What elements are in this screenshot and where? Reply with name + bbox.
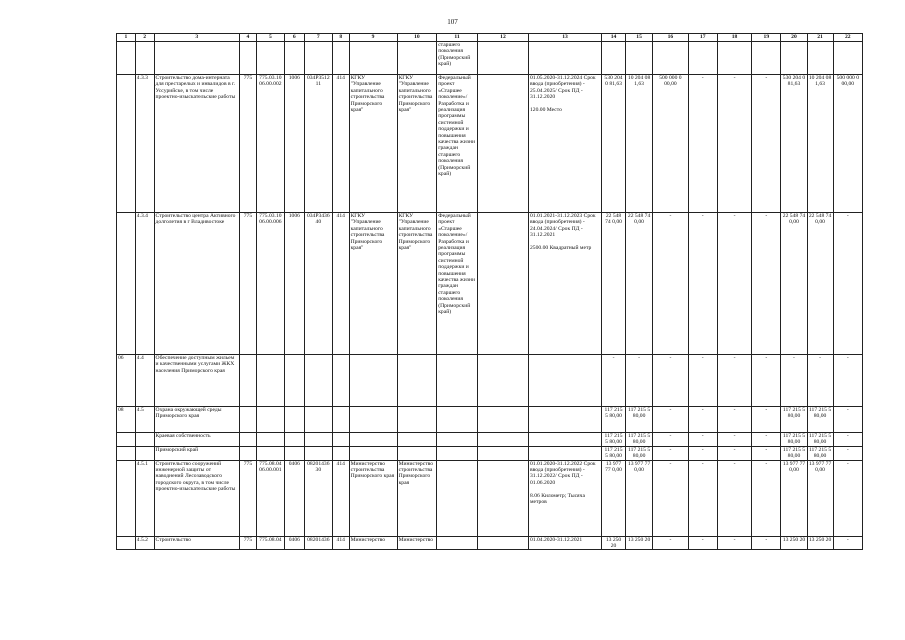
table-cell xyxy=(256,42,284,75)
column-number: 17 xyxy=(688,34,717,42)
table-cell xyxy=(529,446,602,460)
column-number: 4 xyxy=(240,34,257,42)
table-cell xyxy=(240,355,257,407)
table-cell: - xyxy=(717,446,751,460)
table-cell: - xyxy=(653,355,688,407)
table-cell xyxy=(304,42,332,75)
table-cell: 01.01.2020-31.12.2022 Срок ввода (приобретения) - 31.12.2022/ Срок ПД - 01.06.2020 8.06 Километр; Тысяча метров xyxy=(529,460,602,536)
column-number: 15 xyxy=(626,34,653,42)
table-cell: - xyxy=(653,460,688,536)
table-cell: 4.5.1 xyxy=(135,460,154,536)
table-cell xyxy=(135,446,154,460)
table-cell: 500 000 0 00,00 xyxy=(653,75,688,213)
column-number: 8 xyxy=(332,34,349,42)
table-cell: 13 977 77 0,00 xyxy=(781,460,807,536)
table-cell: 22 548 74 0,00 xyxy=(602,213,626,355)
table-cell: Приморский край xyxy=(154,446,240,460)
table-cell: - xyxy=(688,407,717,433)
table-cell: 13 977 77 0,00 xyxy=(807,460,833,536)
table-cell: 117 215 5 80,00 xyxy=(602,407,626,433)
table-cell xyxy=(807,42,833,75)
table-cell: 22 548 74 0,00 xyxy=(807,213,833,355)
table-cell: - xyxy=(833,407,862,433)
column-number: 2 xyxy=(135,34,154,42)
column-number: 16 xyxy=(653,34,688,42)
table-cell xyxy=(437,407,478,433)
table-cell: - xyxy=(717,213,751,355)
table-cell: 414 xyxy=(332,213,349,355)
table-cell: - xyxy=(752,407,781,433)
table-cell xyxy=(284,446,304,460)
table-cell: - xyxy=(717,355,751,407)
table-cell xyxy=(437,446,478,460)
column-number: 1 xyxy=(117,34,136,42)
table-cell xyxy=(349,446,397,460)
table-cell xyxy=(135,42,154,75)
table-cell: 117 215 5 80,00 xyxy=(626,433,653,447)
column-number: 13 xyxy=(529,34,602,42)
column-number: 9 xyxy=(349,34,397,42)
table-cell xyxy=(240,407,257,433)
table-cell: 10 204 08 1,63 xyxy=(807,75,833,213)
table-cell: 01.01.2021-31.12.2023 Срок ввода (приобретения) - 24.04.2024/ Срок ПД - 31.12.2021 2500.00 Квадратный метр xyxy=(529,213,602,355)
table-cell: - xyxy=(833,446,862,460)
table-row xyxy=(117,433,863,447)
table-cell xyxy=(349,433,397,447)
table-cell xyxy=(332,42,349,75)
table-cell xyxy=(304,355,332,407)
column-number: 7 xyxy=(304,34,332,42)
table-cell xyxy=(304,407,332,433)
table-cell xyxy=(529,433,602,447)
table-cell: - xyxy=(653,213,688,355)
table-cell: 034P3436 40 xyxy=(304,213,332,355)
table-cell xyxy=(284,42,304,75)
table-cell: - xyxy=(807,355,833,407)
table-cell: - xyxy=(688,446,717,460)
table-cell: 1006 xyxy=(284,75,304,213)
table-cell: 1006 xyxy=(284,213,304,355)
table-cell: Строительство центра Активного долголетия в г Владивостоке xyxy=(154,213,240,355)
table-cell: 22 548 74 0,00 xyxy=(626,213,653,355)
table-cell: 13 250 20 xyxy=(602,536,626,550)
table-cell: 117 215 5 80,00 xyxy=(782,446,806,460)
table-cell xyxy=(717,42,751,75)
column-number: 12 xyxy=(477,34,528,42)
table-cell xyxy=(117,433,136,447)
table-cell: 08 xyxy=(117,407,136,433)
table-cell: 775.08.04 xyxy=(256,536,284,550)
table-cell: - xyxy=(752,75,781,213)
table-cell: 13 250 20 xyxy=(781,536,807,550)
table-cell xyxy=(240,42,257,75)
table-cell: - xyxy=(688,536,717,550)
table-cell: - xyxy=(752,213,781,355)
column-number: 5 xyxy=(256,34,284,42)
table-cell xyxy=(349,407,397,433)
table-cell: 13 250 20 xyxy=(807,536,833,550)
table-cell: - xyxy=(717,460,751,536)
table-cell: - xyxy=(717,536,751,550)
column-number: 10 xyxy=(397,34,437,42)
table-cell xyxy=(349,355,397,407)
table-cell xyxy=(304,433,332,447)
table-cell: старшего поколения (Приморский край) xyxy=(437,42,478,75)
table-cell: - xyxy=(653,407,688,433)
table-cell xyxy=(117,42,136,75)
table-cell: 117 215 5 80,00 xyxy=(807,407,833,433)
table-cell: - xyxy=(752,433,781,447)
table-cell: КГКУ "Управление капитального строительства Приморского края" xyxy=(349,213,397,355)
table-cell xyxy=(529,407,602,433)
table-cell xyxy=(833,42,862,75)
table-cell: 775 xyxy=(240,213,257,355)
table-cell xyxy=(397,355,437,407)
table-cell: 08201436 xyxy=(304,536,332,550)
table-cell xyxy=(477,42,528,75)
table-cell: 775 xyxy=(240,460,257,536)
table-cell xyxy=(477,75,528,213)
table-cell xyxy=(602,42,626,75)
table-cell: Министерство xyxy=(397,536,437,550)
table-cell: - xyxy=(717,433,751,447)
table-cell: 117 215 5 80,00 xyxy=(626,446,653,460)
table-cell: Федеральный проект «Старшее поколение»/Разработка и реализация программы системной поддержки и повышения качества жизни граждан старшего поколения (Приморский край) xyxy=(437,75,478,213)
table-cell: - xyxy=(653,536,688,550)
table-cell xyxy=(117,460,136,536)
table-cell xyxy=(477,355,528,407)
table-cell xyxy=(240,433,257,447)
table-cell: - xyxy=(833,460,862,536)
table-cell: 775.03.10 06.00.006 xyxy=(256,213,284,355)
page-number: 107 xyxy=(447,18,458,26)
table-row xyxy=(117,42,863,75)
table-cell: 08201436 30 xyxy=(304,460,332,536)
table-cell: 530 204 0 81,63 xyxy=(781,75,807,213)
table-cell: Обеспечение доступным жильем и качественными услугами ЖКХ населения Приморского края xyxy=(154,355,240,407)
table-cell xyxy=(332,433,349,447)
table-cell xyxy=(117,213,136,355)
table-cell xyxy=(256,433,284,447)
table-row xyxy=(117,446,863,460)
table-cell: - xyxy=(688,213,717,355)
table-cell: 117 215 5 80,00 xyxy=(781,407,807,433)
table-cell xyxy=(477,407,528,433)
table-cell: 034P3512 11 xyxy=(304,75,332,213)
table-cell xyxy=(437,355,478,407)
table-cell: - xyxy=(688,460,717,536)
table-cell: Министерство xyxy=(349,536,397,550)
table-cell xyxy=(477,213,528,355)
table-cell: Охрана окружающей среды Приморского края xyxy=(154,407,240,433)
table-cell xyxy=(332,355,349,407)
table-cell xyxy=(477,446,528,460)
table-cell: 0406 xyxy=(284,460,304,536)
table-cell: 13 977 77 0,00 xyxy=(626,460,653,536)
table-cell xyxy=(135,433,154,447)
table-cell: 06 xyxy=(117,355,136,407)
table-cell xyxy=(653,42,688,75)
table-cell: 775.08.04 06.00.001 xyxy=(256,460,284,536)
table-cell: - xyxy=(626,355,653,407)
table-cell: 4.5 xyxy=(135,407,154,433)
column-number: 19 xyxy=(752,34,781,42)
table-cell xyxy=(256,446,284,460)
table-cell: Строительство дома-интерната для престарелых и инвалидов в г. Уссурийске, в том числе проектно-изыскательские работы xyxy=(154,75,240,213)
table-cell xyxy=(529,355,602,407)
table-cell: 530 204 0 81,63 xyxy=(602,75,626,213)
table-cell: Строительство сооружений инженерной защиты от наводнений Лесозаводского городского округа, в том числе проектно-изыскательские работы xyxy=(154,460,240,536)
table-cell: 500 000 0 00,00 xyxy=(833,75,862,213)
table-cell: Строительство xyxy=(154,536,240,550)
table-cell: Краевая собственность xyxy=(154,433,240,447)
table-cell: - xyxy=(833,433,862,447)
table-cell: 13 250 20 xyxy=(626,536,653,550)
table-cell: - xyxy=(602,355,626,407)
table-cell xyxy=(397,446,437,460)
table-cell xyxy=(626,42,653,75)
table-cell: КГКУ "Управление капитального строительства Приморского края" xyxy=(349,75,397,213)
column-number: 20 xyxy=(781,34,807,42)
table-row xyxy=(117,460,863,536)
table-cell xyxy=(240,446,257,460)
table-cell: 775 xyxy=(240,536,257,550)
column-number: 6 xyxy=(284,34,304,42)
table-cell xyxy=(397,407,437,433)
column-number: 21 xyxy=(807,34,833,42)
table-cell xyxy=(154,42,240,75)
table-cell: 117 215 5 80,00 xyxy=(808,446,832,460)
table-cell: - xyxy=(688,75,717,213)
table-cell: КГКУ "Управление капитального строительства Приморского края" xyxy=(397,213,437,355)
table-row xyxy=(117,536,863,550)
investment-table xyxy=(116,33,863,550)
table-cell: 01.05.2020-31.12.2024 Срок ввода (приобретения) - 25.04.2025/ Срок ПД - 31.12.2020 120.00 Место xyxy=(529,75,602,213)
table-cell xyxy=(332,407,349,433)
table-cell: 117 215 5 80,00 xyxy=(808,433,832,446)
column-number-row xyxy=(117,34,863,42)
table-cell xyxy=(284,433,304,447)
table-cell: - xyxy=(833,536,862,550)
table-cell: - xyxy=(717,407,751,433)
table-cell xyxy=(397,42,437,75)
table-cell: - xyxy=(781,355,807,407)
table-cell: 775.03.10 06.00.002 xyxy=(256,75,284,213)
table-cell: - xyxy=(752,355,781,407)
table-row xyxy=(117,355,863,407)
table-row xyxy=(117,213,863,355)
table-cell xyxy=(117,75,136,213)
table-cell xyxy=(284,407,304,433)
table-cell xyxy=(688,42,717,75)
table-cell xyxy=(477,460,528,536)
table-cell xyxy=(117,446,136,460)
table-cell xyxy=(477,536,528,550)
table-cell: - xyxy=(688,355,717,407)
table-cell xyxy=(332,446,349,460)
table-cell: 4.4 xyxy=(135,355,154,407)
table-cell: 0406 xyxy=(284,536,304,550)
table-cell: 13 977 77 0,00 xyxy=(602,460,626,536)
table-cell xyxy=(752,42,781,75)
table-cell: 414 xyxy=(332,536,349,550)
table-cell xyxy=(437,433,478,447)
table-cell xyxy=(304,446,332,460)
table-cell: КГКУ "Управление капитального строительства Приморского края" xyxy=(397,75,437,213)
table-cell: Министерство строительства Приморского края xyxy=(349,460,397,536)
column-number: 11 xyxy=(437,34,478,42)
table-cell xyxy=(437,460,478,536)
table-cell: - xyxy=(833,355,862,407)
table-cell: 10 204 08 1,63 xyxy=(626,75,653,213)
table-cell: 117 215 5 80,00 xyxy=(602,433,626,447)
table-cell: - xyxy=(752,536,781,550)
table-cell: - xyxy=(752,446,781,460)
table-cell: - xyxy=(752,460,781,536)
table-row xyxy=(117,75,863,213)
table-cell: 414 xyxy=(332,75,349,213)
table-row xyxy=(117,407,863,433)
table-cell xyxy=(397,433,437,447)
table-cell: 117 215 5 80,00 xyxy=(782,433,806,446)
table-cell: 01.04.2020-31.12.2021 xyxy=(529,536,602,550)
table-cell: 4.3.4 xyxy=(135,213,154,355)
table-cell: Министерство строительства Приморского края xyxy=(397,460,437,536)
table-cell: - xyxy=(688,433,717,447)
table-cell: 4.5.2 xyxy=(135,536,154,550)
table-cell: 414 xyxy=(332,460,349,536)
table-cell: 4.3.3 xyxy=(135,75,154,213)
table-cell xyxy=(349,42,397,75)
table-cell: - xyxy=(653,446,688,460)
table-cell: Федеральный проект «Старшее поколение»/Разработка и реализация программы системной поддержки и повышения качества жизни граждан старшего поколения (Приморский край) xyxy=(437,213,478,355)
table-cell xyxy=(437,536,478,550)
table-cell: - xyxy=(717,75,751,213)
table-cell xyxy=(284,355,304,407)
table-cell xyxy=(256,407,284,433)
table-cell xyxy=(256,355,284,407)
column-number: 22 xyxy=(833,34,862,42)
table-cell: 117 215 5 80,00 xyxy=(626,407,653,433)
table-cell xyxy=(529,42,602,75)
table-cell xyxy=(781,42,807,75)
table-cell: - xyxy=(833,213,862,355)
table-cell: 22 548 74 0,00 xyxy=(781,213,807,355)
table-cell: - xyxy=(653,433,688,447)
table-cell: 117 215 5 80,00 xyxy=(602,446,626,460)
column-number: 18 xyxy=(717,34,751,42)
column-number: 3 xyxy=(154,34,240,42)
column-number: 14 xyxy=(602,34,626,42)
table-cell: 775 xyxy=(240,75,257,213)
table-cell xyxy=(117,536,136,550)
table-cell xyxy=(477,433,528,447)
